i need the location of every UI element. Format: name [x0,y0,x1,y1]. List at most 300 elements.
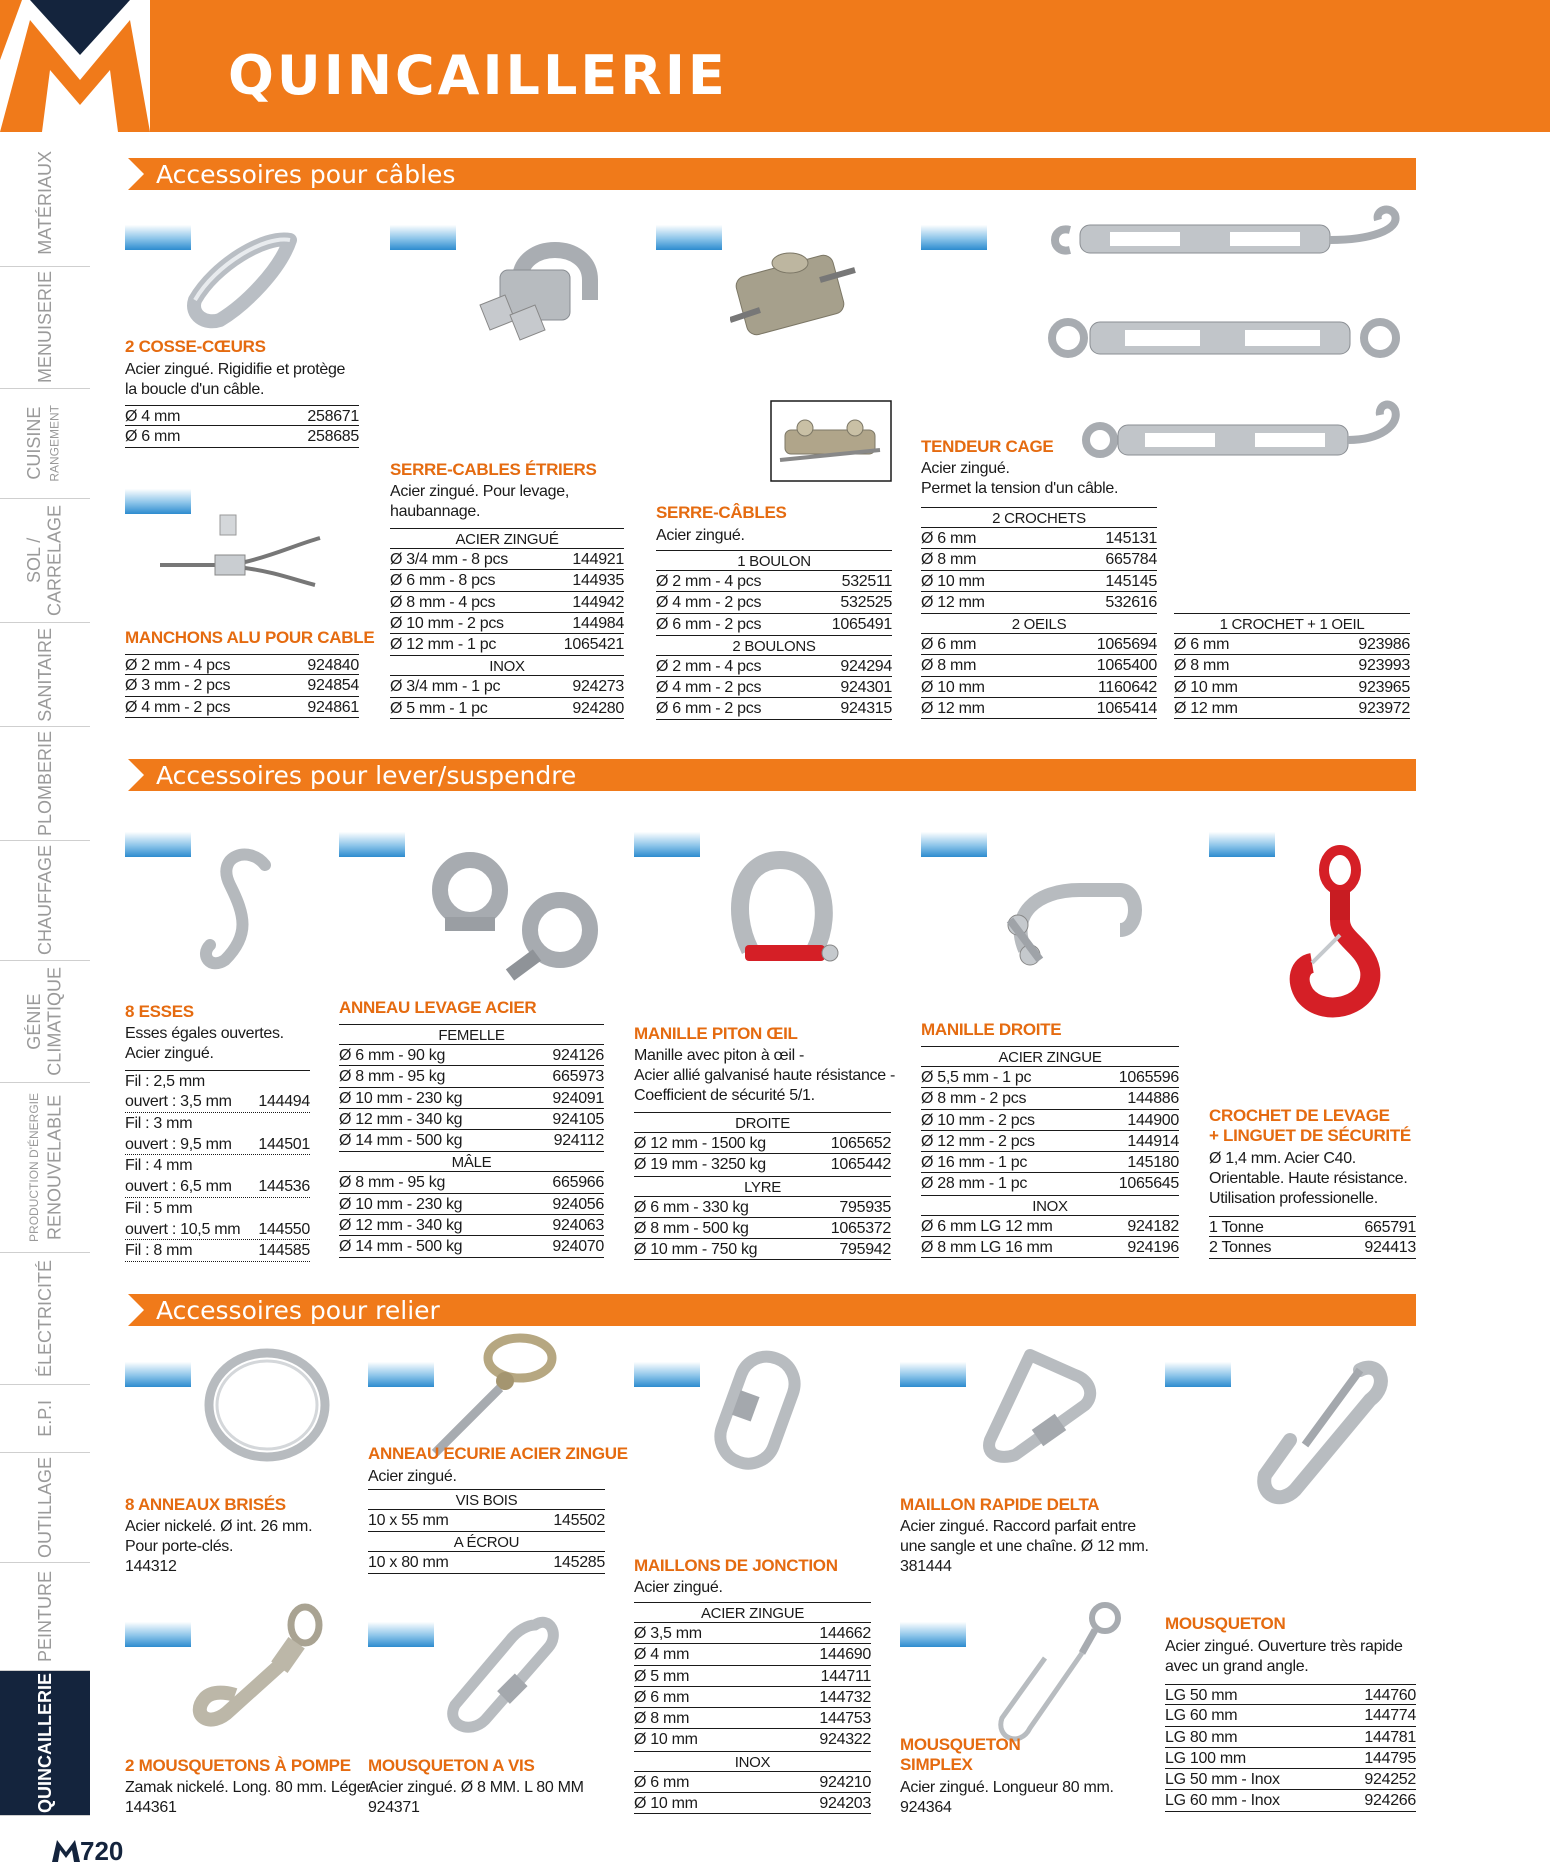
d-shackle-picture [990,875,1150,975]
row-ref: 144935 [572,572,624,590]
row-label: Ø 3/4 mm - 8 pcs [390,551,508,568]
title-line: + LINGUET DE SÉCURITÉ [1209,1126,1411,1145]
row-label: Fil : 3 mm [125,1114,193,1132]
product-thumbnail [900,1345,966,1387]
table-header: 2 OEILS [921,613,1157,634]
row-ref: 924196 [1127,1239,1179,1257]
sidebar-label: PRODUCTION D'ÉNERGIE [27,1093,42,1242]
desc-line: Pour porte-clés. [125,1538,234,1555]
row-ref: 258671 [307,408,359,425]
table-row [1165,1769,1416,1790]
desc-line: Acier zingué. [368,1468,457,1485]
carabiner-picture [1250,1350,1390,1510]
product-table [1174,613,1410,719]
table-row [339,1236,604,1257]
row-label: Ø 2 mm - 4 pcs [656,573,762,590]
table-row [125,405,359,426]
row-label: Ø 12 mm - 340 kg [339,1217,463,1235]
row-label: Ø 4 mm [634,1646,690,1664]
table-header: VIS BOIS [368,1489,605,1510]
page-number-text: 720 [80,1836,124,1864]
row-label: Ø 5 mm [634,1667,690,1685]
row-ref: 924315 [840,700,892,718]
row-label: Ø 6 mm LG 12 mm [921,1217,1053,1235]
desc-line: Acier zingué. [921,460,1010,477]
table-row [634,1772,871,1793]
table-row [921,592,1157,613]
sidebar-item-electricite[interactable] [0,1253,90,1385]
row-ref: 665966 [552,1174,604,1192]
sidebar-item-sol[interactable] [0,499,90,623]
table-row [921,1110,1179,1131]
table-row [634,1133,891,1154]
row-ref: 144501 [258,1135,310,1153]
desc-line: haubannage. [390,503,481,520]
screw-carabiner-picture [440,1610,560,1740]
table-row [921,1088,1179,1109]
row-label: 10 x 80 mm [368,1554,449,1572]
row-label: Ø 10 mm [921,572,985,590]
table-row [634,1218,891,1239]
product-description [390,482,569,522]
sidebar-sublabel: RANGEMENT [48,405,62,482]
row-ref: 144921 [572,551,624,568]
row-ref: 665973 [552,1068,604,1086]
row-ref: 795942 [839,1241,891,1259]
section-title: Accessoires pour relier [156,1296,440,1325]
desc-line: la boucle d'un câble. [125,381,265,398]
table-row [339,1088,604,1109]
product-description [368,1467,457,1487]
table-row [921,1216,1179,1237]
product-description [368,1778,584,1818]
table-row [921,677,1157,698]
sidebar-item-materiaux[interactable] [0,140,90,267]
row-label: Ø 6 mm [1174,636,1230,653]
row-ref: 1065652 [830,1135,891,1152]
table-row [921,655,1157,676]
table-row [1165,1705,1416,1726]
sidebar-sublabel: RENOUVELABLE [45,1094,65,1241]
table-row [921,698,1157,719]
row-label: Ø 8 mm [634,1710,690,1728]
product-table [656,550,892,720]
table-row [390,698,624,719]
sidebar-label: PLOMBERIE [34,730,55,837]
row-ref: 144732 [819,1688,871,1706]
row-ref: 145180 [1127,1154,1179,1172]
sidebar-item-energie[interactable] [0,1083,90,1253]
row-ref: 924203 [819,1795,871,1813]
row-ref: 258685 [307,428,359,446]
row-ref: 924861 [307,698,359,716]
table-row [656,677,892,698]
row-ref: 144760 [1364,1687,1416,1704]
product-description [125,1778,374,1818]
table-row [125,675,359,696]
table-header: INOX [921,1195,1179,1216]
sidebar-label: E.P.I [34,1400,55,1437]
row-ref: 924063 [552,1217,604,1235]
product-table [125,1070,310,1262]
product-title: 2 COSSE-CŒURS [125,337,266,356]
row-label: Ø 5,5 mm - 1 pc [921,1069,1032,1086]
row-label: Fil : 2,5 mm [125,1073,205,1090]
row-label: Fil : 5 mm [125,1199,193,1217]
page-title: QUINCAILLERIE [228,44,728,107]
row-label: Ø 8 mm - 500 kg [634,1219,749,1237]
desc-line: Utilisation professionelle. [1209,1190,1378,1207]
row-label: Ø 6 mm [634,1688,690,1706]
product-table [1209,1216,1416,1259]
sidebar-item-outillage[interactable] [0,1453,90,1563]
sidebar-item-plomberie[interactable] [0,727,90,841]
product-title: MAILLON RAPIDE DELTA [900,1495,1100,1514]
table-header: INOX [634,1751,871,1772]
row-label: Ø 4 mm - 2 pcs [125,698,231,716]
desc-line: Acier zingué. [634,1579,723,1596]
section-bar-lever [128,759,1416,791]
product-thumbnail [125,208,191,250]
desc-line: avec un grand angle. [1165,1658,1309,1675]
category-sidebar [0,140,90,1813]
row-label: Ø 6 mm [125,428,181,446]
row-label: Ø 16 mm - 1 pc [921,1154,1028,1172]
title-line: SIMPLEX [900,1755,973,1774]
sleeve-picture [155,510,325,590]
row-label: Ø 10 mm - 2 pcs [390,614,504,632]
row-label: Ø 14 mm - 500 kg [339,1132,463,1150]
row-ref: 924322 [819,1731,871,1749]
sidebar-label: GÉNIE [24,993,45,1050]
row-ref: 924126 [552,1047,604,1064]
row-ref: 924112 [553,1132,604,1150]
row-label: Ø 6 mm - 2 pcs [656,700,762,718]
row-label: Fil : 8 mm [125,1242,193,1260]
table-row [125,1113,310,1134]
row-label: Ø 12 mm - 1500 kg [634,1135,766,1152]
row-label: Ø 10 mm [634,1795,698,1813]
wire-clip-picture [460,230,610,360]
row-label: Ø 3/4 mm - 1 pc [390,678,501,696]
table-row [656,571,892,592]
table-header: INOX [390,655,624,676]
table-row [1165,1727,1416,1748]
sidebar-label: ÉLECTRICITÉ [34,1259,55,1378]
table-row [125,654,359,675]
desc-line: Acier zingué. Ouverture très rapide [1165,1638,1403,1655]
product-description [921,459,1118,499]
table-row [1165,1684,1416,1705]
row-ref: 144984 [572,614,624,632]
row-ref: 144690 [819,1646,871,1664]
row-ref: 144550 [258,1221,310,1239]
product-thumbnail [368,1605,434,1647]
sidebar-label: MATÉRIAUX [34,151,55,255]
row-label: Ø 4 mm - 2 pcs [656,594,762,612]
product-table [125,405,359,448]
product-description [1209,1149,1408,1209]
product-table [368,1489,605,1574]
row-ref: 924294 [840,657,892,675]
sidebar-item-genie[interactable] [0,961,90,1083]
table-row [1165,1790,1416,1811]
product-table [921,507,1157,719]
row-label: Ø 6 mm - 90 kg [339,1047,446,1064]
row-label: Ø 6 mm [921,636,977,654]
table-row [1165,1748,1416,1769]
row-label: Ø 6 mm - 330 kg [634,1198,749,1216]
row-ref: 144900 [1127,1111,1179,1129]
row-ref: 144536 [258,1178,310,1196]
table-row [390,634,624,655]
desc-line: Acier zingué. Ø 8 MM. L 80 MM [368,1779,584,1796]
table-row [390,570,624,591]
sidebar-label: SANITAIRE [34,627,55,722]
row-label: ouvert : 6,5 mm [125,1178,232,1196]
product-description [900,1778,1114,1818]
sidebar-item-sanitaire[interactable] [0,623,90,727]
product-ref: 381444 [900,1558,952,1575]
table-row [921,549,1157,570]
table-header: A ÉCROU [368,1531,605,1552]
product-thumbnail [1165,1345,1231,1387]
product-description [634,1046,895,1106]
product-thumbnail [125,1605,191,1647]
product-title: MOUSQUETON [1165,1614,1286,1633]
table-row [390,592,624,613]
product-description [656,526,745,546]
product-title [900,1735,1020,1775]
sidebar-item-cuisine[interactable] [0,389,90,499]
product-title: MANILLE DROITE [921,1020,1062,1039]
turnbuckle-picture [1040,200,1430,480]
row-label: Ø 10 mm [1174,678,1238,696]
sidebar-item-chauffage[interactable] [0,841,90,961]
product-title: MANCHONS ALU POUR CABLE [125,628,375,647]
product-description [125,360,345,400]
product-ref: 924371 [368,1799,420,1816]
table-row [1209,1237,1416,1258]
desc-line: Permet la tension d'un câble. [921,480,1119,497]
row-ref: 924210 [819,1773,871,1791]
row-label: Ø 10 mm - 750 kg [634,1241,758,1259]
row-label: Ø 10 mm - 230 kg [339,1089,463,1107]
sidebar-item-epi[interactable] [0,1385,90,1453]
sidebar-label: CUISINE [24,406,45,480]
product-ref: 144312 [125,1558,177,1575]
table-row [125,426,359,447]
row-ref: 924840 [307,657,359,674]
row-label: Ø 10 mm - 230 kg [339,1195,463,1213]
section-title: Accessoires pour câbles [156,160,456,189]
table-row [921,1067,1179,1088]
row-label: Ø 3 mm - 2 pcs [125,677,231,695]
brand-mark-icon [52,1840,80,1862]
sidebar-sublabel: CLIMATIQUE [45,967,65,1076]
sidebar-label: QUINCAILLERIE [34,1672,55,1813]
row-label: Ø 6 mm - 8 pcs [390,572,496,590]
product-thumbnail [339,815,405,857]
row-label: Ø 10 mm - 2 pcs [921,1111,1035,1129]
table-row [339,1172,604,1193]
row-label: LG 100 mm [1165,1749,1246,1767]
desc-line: Acier zingué. Raccord parfait entre [900,1518,1136,1535]
row-ref: 1065372 [830,1219,891,1237]
bow-shackle-picture [725,850,845,990]
product-title: 8 ANNEAUX BRISÉS [125,1495,286,1514]
row-label: Ø 14 mm - 500 kg [339,1238,463,1256]
sidebar-label: CHAUFFAGE [34,845,55,956]
table-row [921,528,1157,549]
product-title: SERRE-CABLES ÉTRIERS [390,460,597,479]
row-ref: 924091 [552,1089,604,1107]
table-row [339,1130,604,1151]
sidebar-label: OUTILLAGE [34,1456,55,1559]
table-row [921,1152,1179,1173]
row-label: Ø 8 mm [921,551,977,569]
row-label: 1 Tonne [1209,1219,1264,1236]
table-row [339,1045,604,1066]
desc-line: Orientable. Haute résistance. [1209,1170,1408,1187]
quick-link-picture [705,1345,815,1475]
product-title: MANILLE PITON ŒIL [634,1024,798,1043]
desc-line: Esses égales ouvertes. [125,1025,284,1042]
row-ref: 144942 [572,593,624,611]
row-label: Ø 12 mm - 1 pc [390,636,497,654]
table-header: 2 BOULONS [656,635,892,656]
sidebar-label: SOL / [24,537,45,584]
row-ref: 924070 [552,1238,604,1256]
product-title: MAILLONS DE JONCTION [634,1556,838,1575]
row-ref: 144886 [1127,1090,1179,1108]
product-thumbnail [634,815,700,857]
row-ref: 1065491 [831,615,892,633]
row-label: 2 Tonnes [1209,1239,1272,1257]
product-title: ANNEAU LEVAGE ACIER [339,998,537,1017]
product-table [390,528,624,719]
product-thumbnail [634,1345,700,1387]
product-thumbnail [900,1605,966,1647]
row-ref: 923972 [1358,699,1410,717]
desc-line: Acier zingué. [125,1045,214,1062]
product-ref: 144361 [125,1799,177,1816]
product-thumbnail [125,472,191,514]
row-ref: 144494 [258,1093,310,1111]
table-row [634,1239,891,1260]
table-row [921,1237,1179,1258]
desc-line: Coefficient de sécurité 5/1. [634,1087,815,1104]
product-ref: 924364 [900,1799,952,1816]
product-table [921,1046,1179,1258]
row-label: LG 80 mm [1165,1728,1238,1746]
row-ref: 923986 [1358,636,1410,653]
brand-logo-icon [0,0,150,132]
product-description [125,1517,312,1577]
table-header: LYRE [634,1176,891,1197]
row-label: LG 60 mm - Inox [1165,1792,1280,1810]
row-ref: 144795 [1364,1749,1416,1767]
sidebar-item-quincaillerie[interactable] [0,1671,90,1816]
row-ref: 795935 [839,1198,891,1216]
row-ref: 923965 [1358,678,1410,696]
row-label: Ø 12 mm [921,593,985,611]
table-row [634,1666,871,1687]
title-line: MOUSQUETON [900,1735,1021,1754]
row-ref: 145285 [553,1554,605,1572]
row-ref: 924280 [572,699,624,717]
row-ref: 665791 [1364,1219,1416,1236]
table-row [634,1729,871,1750]
row-label: Ø 8 mm - 95 kg [339,1174,446,1192]
section-bar-relier [128,1294,1416,1326]
row-label: Ø 8 mm - 95 kg [339,1068,446,1086]
sidebar-item-peinture[interactable] [0,1563,90,1671]
row-ref: 144774 [1364,1707,1416,1725]
row-ref: 532511 [841,573,892,590]
table-row [921,1173,1179,1194]
row-ref: 145145 [1105,572,1157,590]
row-label: Ø 6 mm - 2 pcs [656,615,762,633]
simplex-snap-picture [990,1598,1130,1758]
row-ref: 1065442 [830,1156,891,1174]
desc-line: Zamak nickelé. Long. 80 mm. Léger. [125,1779,374,1796]
table-row [634,1793,871,1814]
table-header: 1 CROCHET + 1 OEIL [1174,613,1410,634]
row-label: Ø 10 mm [921,678,985,696]
s-hook-picture [190,845,290,975]
product-description [125,1024,284,1064]
row-label: Ø 2 mm - 4 pcs [656,657,762,675]
row-ref: 1065694 [1096,636,1157,654]
table-row [656,592,892,613]
desc-line: Acier zingué. Pour levage, [390,483,569,500]
row-label: Ø 6 mm [634,1773,690,1791]
double-bolt-clamp-picture [770,400,892,482]
table-row [1174,655,1410,676]
sidebar-label: MENUISERIE [34,271,55,384]
table-row [921,1131,1179,1152]
row-ref: 924273 [572,678,624,696]
table-row [634,1687,871,1708]
sidebar-label: PEINTURE [34,1570,55,1662]
product-thumbnail [921,208,987,250]
row-label: Fil : 4 mm [125,1157,193,1175]
product-description [1165,1637,1403,1677]
table-row [656,698,892,719]
row-label: Ø 2 mm - 4 pcs [125,657,231,674]
table-row [368,1510,605,1531]
row-ref: 924413 [1364,1239,1416,1257]
table-row [339,1194,604,1215]
table-row [1174,698,1410,719]
row-ref: 144711 [820,1667,871,1685]
sidebar-item-menuiserie[interactable] [0,267,90,389]
row-label: LG 50 mm - Inox [1165,1771,1280,1789]
row-ref: 532525 [840,594,892,612]
row-ref: 924056 [552,1195,604,1213]
table-row [125,1091,310,1112]
table-header: DROITE [634,1112,891,1133]
row-label: Ø 6 mm [921,530,977,547]
row-ref: 1065645 [1118,1175,1179,1193]
table-row [1209,1216,1416,1237]
table-header: ACIER ZINGUE [921,1046,1179,1067]
product-thumbnail [921,815,987,857]
desc-line: Acier zingué. [656,527,745,544]
table-header: MÂLE [339,1151,604,1172]
row-label: Ø 3,5 mm [634,1625,702,1642]
